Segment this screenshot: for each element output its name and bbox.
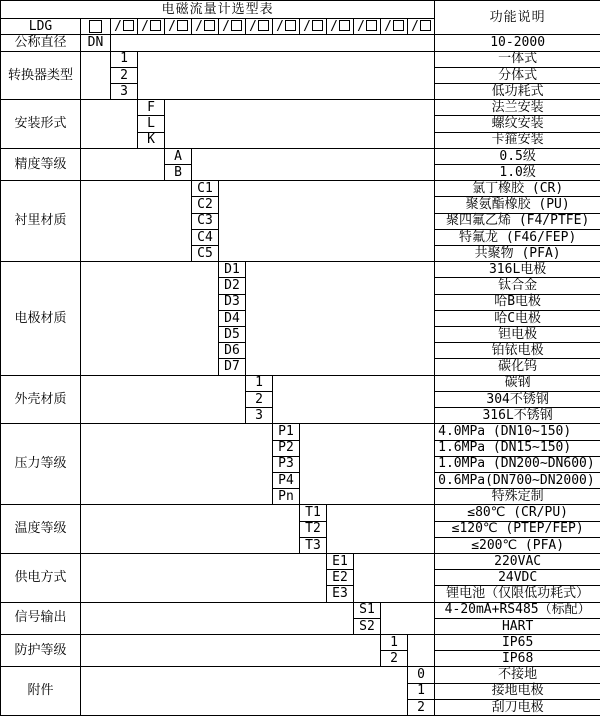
option-code-cell: C4: [192, 229, 219, 245]
filler-cell-left: [81, 148, 165, 180]
filler-cell-left: [81, 602, 354, 634]
section-label: 公称直径: [1, 35, 81, 51]
table-row: [1, 35, 600, 51]
section-label: 衬里材质: [1, 181, 81, 262]
option-code-cell: K: [138, 132, 165, 148]
filler-cell-right: [354, 553, 435, 602]
slash-glyph: /: [168, 19, 176, 34]
option-code-cell: 1: [111, 51, 138, 67]
option-description-cell: 钽电极: [435, 327, 600, 343]
option-code-cell: D6: [219, 343, 246, 359]
slash-glyph: /: [276, 19, 284, 34]
table-row: [1, 602, 600, 618]
slash-glyph: /: [195, 19, 203, 34]
section-label: 安装形式: [1, 100, 81, 149]
option-code-cell: C5: [192, 246, 219, 262]
option-description-cell: 特氟龙 (F46/FEP): [435, 229, 600, 245]
option-code-cell: D2: [219, 278, 246, 294]
option-code-cell: F: [138, 100, 165, 116]
option-code-cell: 1: [381, 634, 408, 650]
option-code-cell: D5: [219, 327, 246, 343]
model-prefix: LDG: [1, 19, 81, 35]
option-code-cell: C1: [192, 181, 219, 197]
option-code-cell: P3: [273, 456, 300, 472]
filler-cell-right: [219, 181, 435, 262]
option-description-cell: ≤200℃ (PFA): [435, 537, 600, 553]
option-code-cell: E1: [327, 553, 354, 569]
filler-cell-left: [81, 262, 219, 375]
option-code-cell: C3: [192, 213, 219, 229]
code-box-icon: [89, 20, 102, 33]
option-code-cell: T3: [300, 537, 327, 553]
option-code-cell: 0: [408, 667, 435, 683]
option-code-cell: 3: [246, 408, 273, 424]
option-code-cell: D7: [219, 359, 246, 375]
filler-cell-left: [81, 424, 273, 505]
option-code-cell: P2: [273, 440, 300, 456]
table-row: [1, 181, 600, 197]
code-box-icon: [258, 20, 269, 31]
slash-glyph: /: [249, 19, 257, 34]
table-row: [1, 375, 600, 391]
option-code-cell: P4: [273, 472, 300, 488]
code-box-icon: [339, 20, 350, 31]
table-row: [1, 553, 600, 569]
table-row: [1, 100, 600, 116]
slash-glyph: /: [411, 19, 419, 34]
option-code-cell: E3: [327, 586, 354, 602]
option-description-cell: 特殊定制: [435, 489, 600, 505]
option-code-cell: 2: [381, 651, 408, 667]
option-code-cell: A: [165, 148, 192, 164]
option-description-cell: HART: [435, 618, 600, 634]
option-description-cell: 钛合金: [435, 278, 600, 294]
filler-cell-left: [81, 181, 192, 262]
filler-cell-right: [273, 375, 435, 424]
filler-cell-right: [381, 602, 435, 634]
option-description-cell: 共聚物 (PFA): [435, 246, 600, 262]
code-box-icon: [231, 20, 242, 31]
filler-cell-right: [192, 148, 435, 180]
slash-glyph: /: [384, 19, 392, 34]
code-box-icon: [123, 20, 134, 31]
section-label: 信号输出: [1, 602, 81, 634]
model-slash-box-cell: [273, 19, 300, 35]
option-code-cell: 1: [246, 375, 273, 391]
option-description-cell: 锂电池（仅限低功耗式）: [435, 586, 600, 602]
option-description-cell: 碳钢: [435, 375, 600, 391]
filler-cell-left: [81, 51, 111, 100]
filler-cell-left: [81, 667, 408, 716]
slash-glyph: /: [303, 19, 311, 34]
option-code-cell: T2: [300, 521, 327, 537]
model-slash-box-cell: [300, 19, 327, 35]
filler-cell-left: [81, 375, 246, 424]
option-description-cell: 316L不锈钢: [435, 408, 600, 424]
option-description-cell: 铂铱电极: [435, 343, 600, 359]
option-code-cell: 2: [246, 391, 273, 407]
section-label: 转换器类型: [1, 51, 81, 100]
option-description-cell: 法兰安装: [435, 100, 600, 116]
option-description-cell: 0.5级: [435, 148, 600, 164]
model-slash-box-cell: [354, 19, 381, 35]
model-slash-box-cell: [219, 19, 246, 35]
option-description-cell: 氯丁橡胶 (CR): [435, 181, 600, 197]
option-code-cell: S1: [354, 602, 381, 618]
option-code-cell: D3: [219, 294, 246, 310]
option-code-cell: E2: [327, 570, 354, 586]
option-description-cell: 4-20mA+RS485（标配）: [435, 602, 600, 618]
filler-cell-left: [81, 634, 381, 666]
filler-cell-right: [165, 100, 435, 149]
model-slash-box-cell: [165, 19, 192, 35]
slash-glyph: /: [357, 19, 365, 34]
option-code-cell: L: [138, 116, 165, 132]
filler-cell-right: [408, 634, 435, 666]
code-box-icon: [150, 20, 161, 31]
section-label: 温度等级: [1, 505, 81, 554]
model-slash-box-cell: [111, 19, 138, 35]
table-row: [1, 51, 600, 67]
filler-cell-left: [81, 505, 300, 554]
section-label: 精度等级: [1, 148, 81, 180]
table-row: [1, 505, 600, 521]
model-slash-box-cell: [192, 19, 219, 35]
option-description-cell: 分体式: [435, 67, 600, 83]
option-description-cell: 刮刀电极: [435, 699, 600, 715]
model-slash-box-cell: [138, 19, 165, 35]
table-row: [1, 424, 600, 440]
title-row: [1, 1, 600, 19]
slash-glyph: /: [114, 19, 122, 34]
model-slash-box-cell: [246, 19, 273, 35]
option-code-cell: Pn: [273, 489, 300, 505]
option-description-cell: 螺纹安装: [435, 116, 600, 132]
table-row: [1, 262, 600, 278]
code-box-icon: [204, 20, 215, 31]
slash-glyph: /: [330, 19, 338, 34]
section-label: 供电方式: [1, 553, 81, 602]
option-description-cell: ≤80℃ (CR/PU): [435, 505, 600, 521]
option-description-cell: 1.0MPa (DN200~DN600): [435, 456, 600, 472]
option-description-cell: 接地电极: [435, 683, 600, 699]
section-label: 压力等级: [1, 424, 81, 505]
code-box-icon: [366, 20, 377, 31]
function-description-header: 功能说明: [435, 1, 600, 35]
table-row: [1, 634, 600, 650]
option-description-cell: 1.0级: [435, 165, 600, 181]
filler-cell-left: [81, 100, 138, 149]
option-description-cell: 低功耗式: [435, 84, 600, 100]
table-row: [1, 667, 600, 683]
option-description-cell: 卡箍安装: [435, 132, 600, 148]
option-code-cell: D1: [219, 262, 246, 278]
model-box-cell: [81, 19, 111, 35]
option-description-cell: 碳化钨: [435, 359, 600, 375]
model-slash-box-cell: [327, 19, 354, 35]
option-code-cell: B: [165, 165, 192, 181]
slash-glyph: /: [222, 19, 230, 34]
option-description-cell: 哈B电极: [435, 294, 600, 310]
filler-cell-right: [327, 505, 435, 554]
option-description-cell: IP68: [435, 651, 600, 667]
option-description-cell: 一体式: [435, 51, 600, 67]
option-code-cell: S2: [354, 618, 381, 634]
option-code-cell: T1: [300, 505, 327, 521]
section-label: 外壳材质: [1, 375, 81, 424]
filler-cell-right: [246, 262, 435, 375]
option-code-cell: 2: [408, 699, 435, 715]
option-description-cell: 304不锈钢: [435, 391, 600, 407]
filler-cell-left: [81, 553, 327, 602]
code-box-icon: [393, 20, 404, 31]
option-code-cell: 3: [111, 84, 138, 100]
option-code-cell: C2: [192, 197, 219, 213]
code-box-icon: [285, 20, 296, 31]
table-row: [1, 148, 600, 164]
section-label: 电极材质: [1, 262, 81, 375]
option-description-cell: 聚四氟乙烯 (F4/PTFE): [435, 213, 600, 229]
filler-cell-right: [111, 35, 435, 51]
model-slash-box-cell: [381, 19, 408, 35]
option-description-cell: 220VAC: [435, 553, 600, 569]
option-description-cell: 1.6MPa (DN15~150): [435, 440, 600, 456]
option-code-cell: DN: [81, 35, 111, 51]
option-description-cell: 聚氨酯橡胶 (PU): [435, 197, 600, 213]
code-box-icon: [420, 20, 431, 31]
option-code-cell: 2: [111, 67, 138, 83]
section-label: 防护等级: [1, 634, 81, 666]
page-title: 电磁流量计选型表: [1, 1, 435, 19]
option-description-cell: ≤120℃ (PTEP/FEP): [435, 521, 600, 537]
section-label: 附件: [1, 667, 81, 716]
model-slash-box-cell: [408, 19, 435, 35]
option-description-cell: 0.6MPa(DN700~DN2000): [435, 472, 600, 488]
option-code-cell: D4: [219, 310, 246, 326]
option-code-cell: 1: [408, 683, 435, 699]
filler-cell-right: [138, 51, 435, 100]
option-description-cell: IP65: [435, 634, 600, 650]
option-description-cell: 10-2000: [435, 35, 600, 51]
code-box-icon: [312, 20, 323, 31]
filler-cell-right: [300, 424, 435, 505]
code-box-icon: [177, 20, 188, 31]
slash-glyph: /: [141, 19, 149, 34]
option-description-cell: 4.0MPa (DN10~150): [435, 424, 600, 440]
option-description-cell: 24VDC: [435, 570, 600, 586]
option-description-cell: 哈C电极: [435, 310, 600, 326]
option-description-cell: 不接地: [435, 667, 600, 683]
option-code-cell: P1: [273, 424, 300, 440]
option-description-cell: 316L电极: [435, 262, 600, 278]
